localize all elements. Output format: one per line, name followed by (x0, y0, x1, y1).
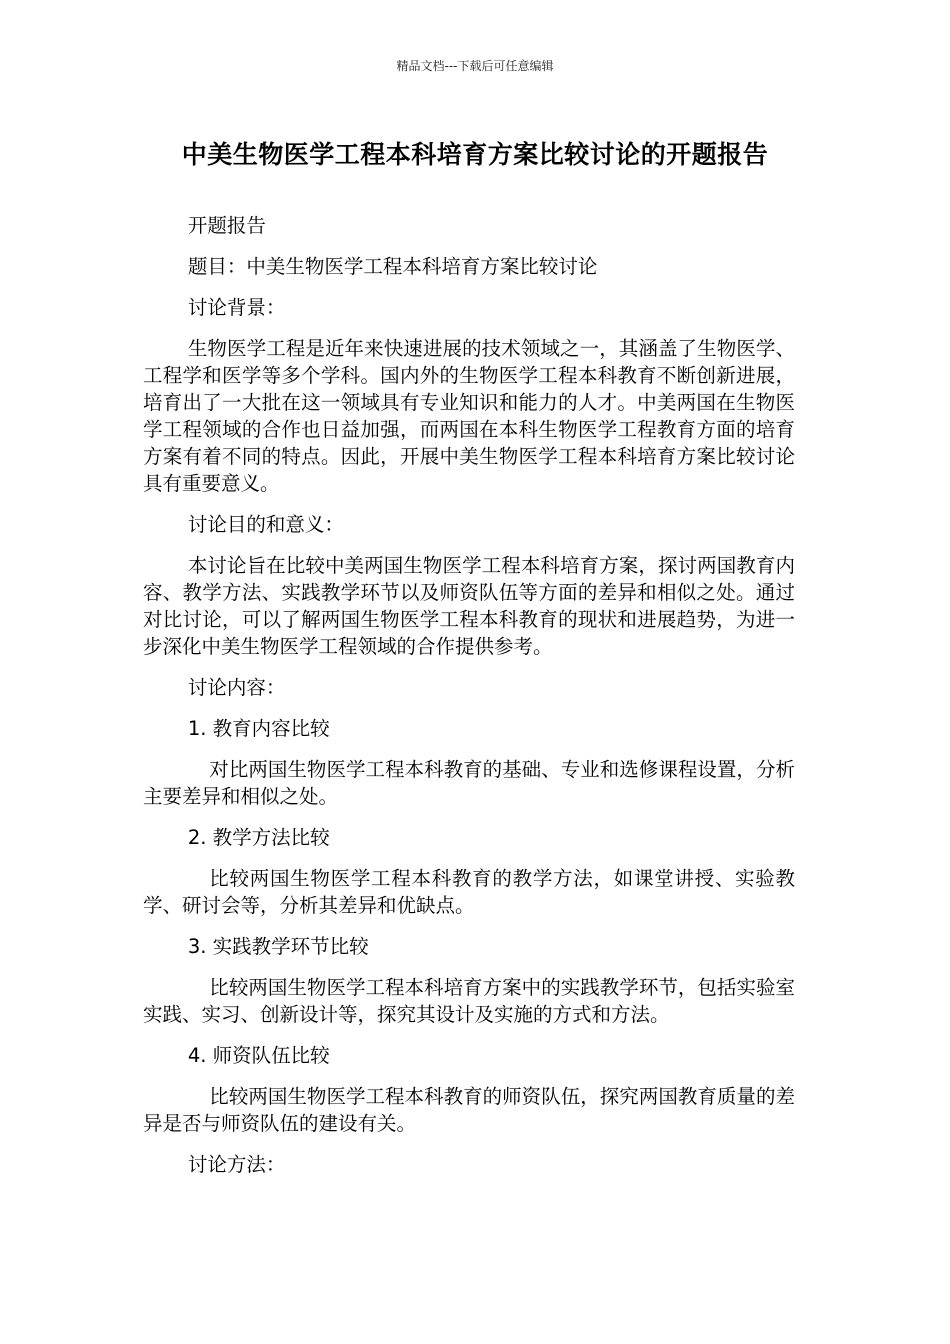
label-report: 开题报告 (187, 214, 266, 237)
item-2-heading: 2. 教学方法比较 (187, 826, 330, 849)
document-title: 中美生物医学工程本科培育方案比较讨论的开题报告 (181, 140, 769, 169)
item-1-heading: 1. 教育内容比较 (187, 717, 330, 740)
label-purpose: 讨论目的和意义： (187, 513, 344, 536)
paragraph-purpose: 本讨论旨在比较中美两国生物医学工程本科培育方案，探讨两国教育内容、教学方法、实践教学环节以及师资队伍等方面的差异和相似之处。通过对比讨论，可以了解两国生物医学工程本科教育的现状和进展趋势，为进一步深化中美生物医学工程领域的合作提供参考。 (143, 554, 795, 658)
paragraph-background: 生物医学工程是近年来快速进展的技术领域之一，其涵盖了生物医学、工程学和医学等多个学科。国内外的生物医学工程本科教育不断创新进展，培育出了一大批在这一领域具有专业知识和能力的人才。中美两国在生物医学工程领域的合作也日益加强，而两国在本科生物医学工程教育方面的培育方案有着不同的特点。因此，开展中美生物医学工程本科培育方案比较讨论具有重要意义。 (143, 337, 795, 495)
label-topic: 题目：中美生物医学工程本科培育方案比较讨论 (187, 255, 598, 278)
label-method: 讨论方法： (187, 1153, 286, 1176)
item-2-text: 比较两国生物医学工程本科教育的教学方法，如课堂讲授、实验教学、研讨会等，分析其差异和优缺点。 (143, 867, 795, 917)
item-4-text: 比较两国生物医学工程本科教育的师资队伍，探究两国教育质量的差异是否与师资队伍的建设有关。 (143, 1085, 795, 1135)
label-background: 讨论背景： (187, 296, 286, 319)
item-1-text: 对比两国生物医学工程本科教育的基础、专业和选修课程设置，分析主要差异和相似之处。 (143, 758, 795, 808)
header-note: 精品文档---下载后可任意编辑 (396, 59, 554, 73)
item-3-text: 比较两国生物医学工程本科培育方案中的实践教学环节，包括实验室实践、实习、创新设计等，探究其设计及实施的方式和方法。 (143, 976, 795, 1026)
label-content: 讨论内容： (187, 676, 286, 699)
item-3-heading: 3. 实践教学环节比较 (187, 935, 369, 958)
document-body (143, 212, 795, 1192)
item-4-heading: 4. 师资队伍比较 (187, 1044, 330, 1067)
